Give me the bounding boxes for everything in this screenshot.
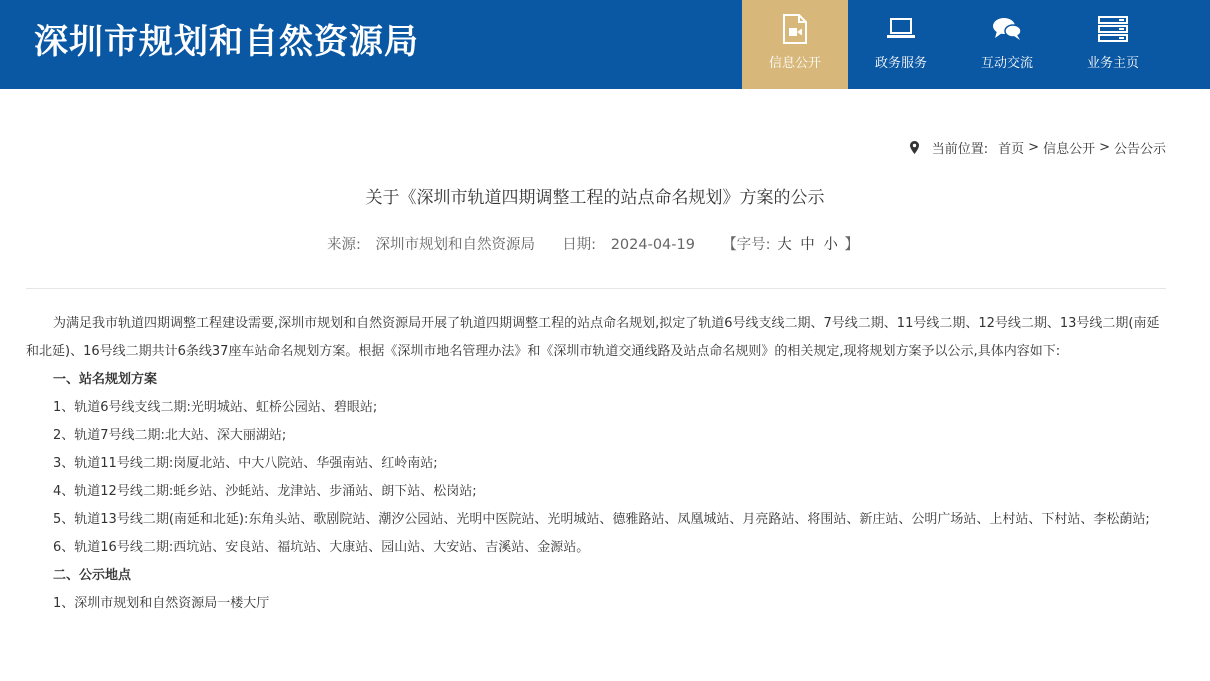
site-header <box>0 0 1210 89</box>
article-meta <box>0 234 1186 256</box>
line-item: 5、轨道13号线二期(南延和北延):东角头站、歌剧院站、潮汐公园站、光明中医院站、光明城站、德雅路站、凤凰城站、月亮路站、将围站、新庄站、公明广场站、上村站、下村站、李松蓢站; <box>53 512 1150 527</box>
laptop-icon <box>886 12 916 46</box>
source-label: 来源: <box>326 237 361 253</box>
nav-label: 信息公开 <box>768 56 821 71</box>
location-item: 1、深圳市规划和自然资源局一楼大厅 <box>53 596 270 611</box>
chat-bubbles-icon <box>991 12 1023 46</box>
section-heading: 二、公示地点 <box>53 568 132 583</box>
divider <box>26 288 1166 289</box>
breadcrumb <box>910 138 1166 157</box>
intro-paragraph: 为满足我市轨道四期调整工程建设需要,深圳市规划和自然资源局开展了轨道四期调整工程的站点命名规划,拟定了轨道6号线支线二期、7号线二期、11号线二期、12号线二期、13号线二期(南延和北延)、16号线二期共计6条线37座车站命名规划方案。根据《深圳市地名管理办法》和《深圳市轨道交通线路及站点命名规则》的相关规定,现将规划方案予以公示,具体内容如下: <box>26 316 1160 359</box>
breadcrumb-info-disclosure[interactable]: 信息公开 <box>1043 142 1096 157</box>
line-item: 6、轨道16号线二期:西坑站、安良站、福坑站、大康站、园山站、大安站、吉溪站、金源站。 <box>53 540 590 555</box>
main-nav <box>742 0 1166 89</box>
section-heading: 一、站名规划方案 <box>53 372 158 387</box>
line-item: 3、轨道11号线二期:岗厦北站、中大八院站、华强南站、红岭南站; <box>53 456 438 471</box>
line-item: 4、轨道12号线二期:蚝乡站、沙蚝站、龙津站、步涌站、朗下站、松岗站; <box>53 484 477 499</box>
breadcrumb-announcements[interactable]: 公告公示 <box>1113 142 1166 157</box>
nav-item-interaction[interactable] <box>954 0 1060 89</box>
breadcrumb-separator: > <box>1099 140 1110 155</box>
line-item: 1、轨道6号线支线二期:光明城站、虹桥公园站、碧眼站; <box>53 400 378 415</box>
nav-item-government-services[interactable] <box>848 0 954 89</box>
breadcrumb-home[interactable]: 首页 <box>998 142 1025 157</box>
font-size-medium-button[interactable]: 中 <box>800 237 815 253</box>
nav-label: 政务服务 <box>874 56 927 71</box>
font-size-close: 】 <box>844 237 860 253</box>
video-file-icon <box>782 12 808 46</box>
font-size-large-button[interactable]: 大 <box>777 237 792 253</box>
nav-item-info-disclosure[interactable] <box>742 0 848 89</box>
location-pin-icon <box>910 141 919 154</box>
breadcrumb-prefix: 当前位置: <box>931 142 989 157</box>
article-body <box>26 310 1166 618</box>
source-value: 深圳市规划和自然资源局 <box>375 237 535 253</box>
nav-label: 互动交流 <box>980 56 1033 71</box>
breadcrumb-separator: > <box>1028 140 1040 155</box>
nav-label: 业务主页 <box>1086 56 1139 71</box>
site-title[interactable]: 深圳市规划和自然资源局 <box>34 22 419 62</box>
line-item: 2、轨道7号线二期:北大站、深大丽湖站; <box>53 428 287 443</box>
server-icon <box>1098 12 1128 46</box>
font-size-label: 【字号: <box>722 237 771 253</box>
nav-item-business-home[interactable] <box>1060 0 1166 89</box>
font-size-control <box>722 237 859 253</box>
date-value: 2024-04-19 <box>610 237 695 253</box>
date-label: 日期: <box>562 237 597 253</box>
article-title: 关于《深圳市轨道四期调整工程的站点命名规划》方案的公示 <box>365 188 825 208</box>
font-size-small-button[interactable]: 小 <box>823 237 838 253</box>
